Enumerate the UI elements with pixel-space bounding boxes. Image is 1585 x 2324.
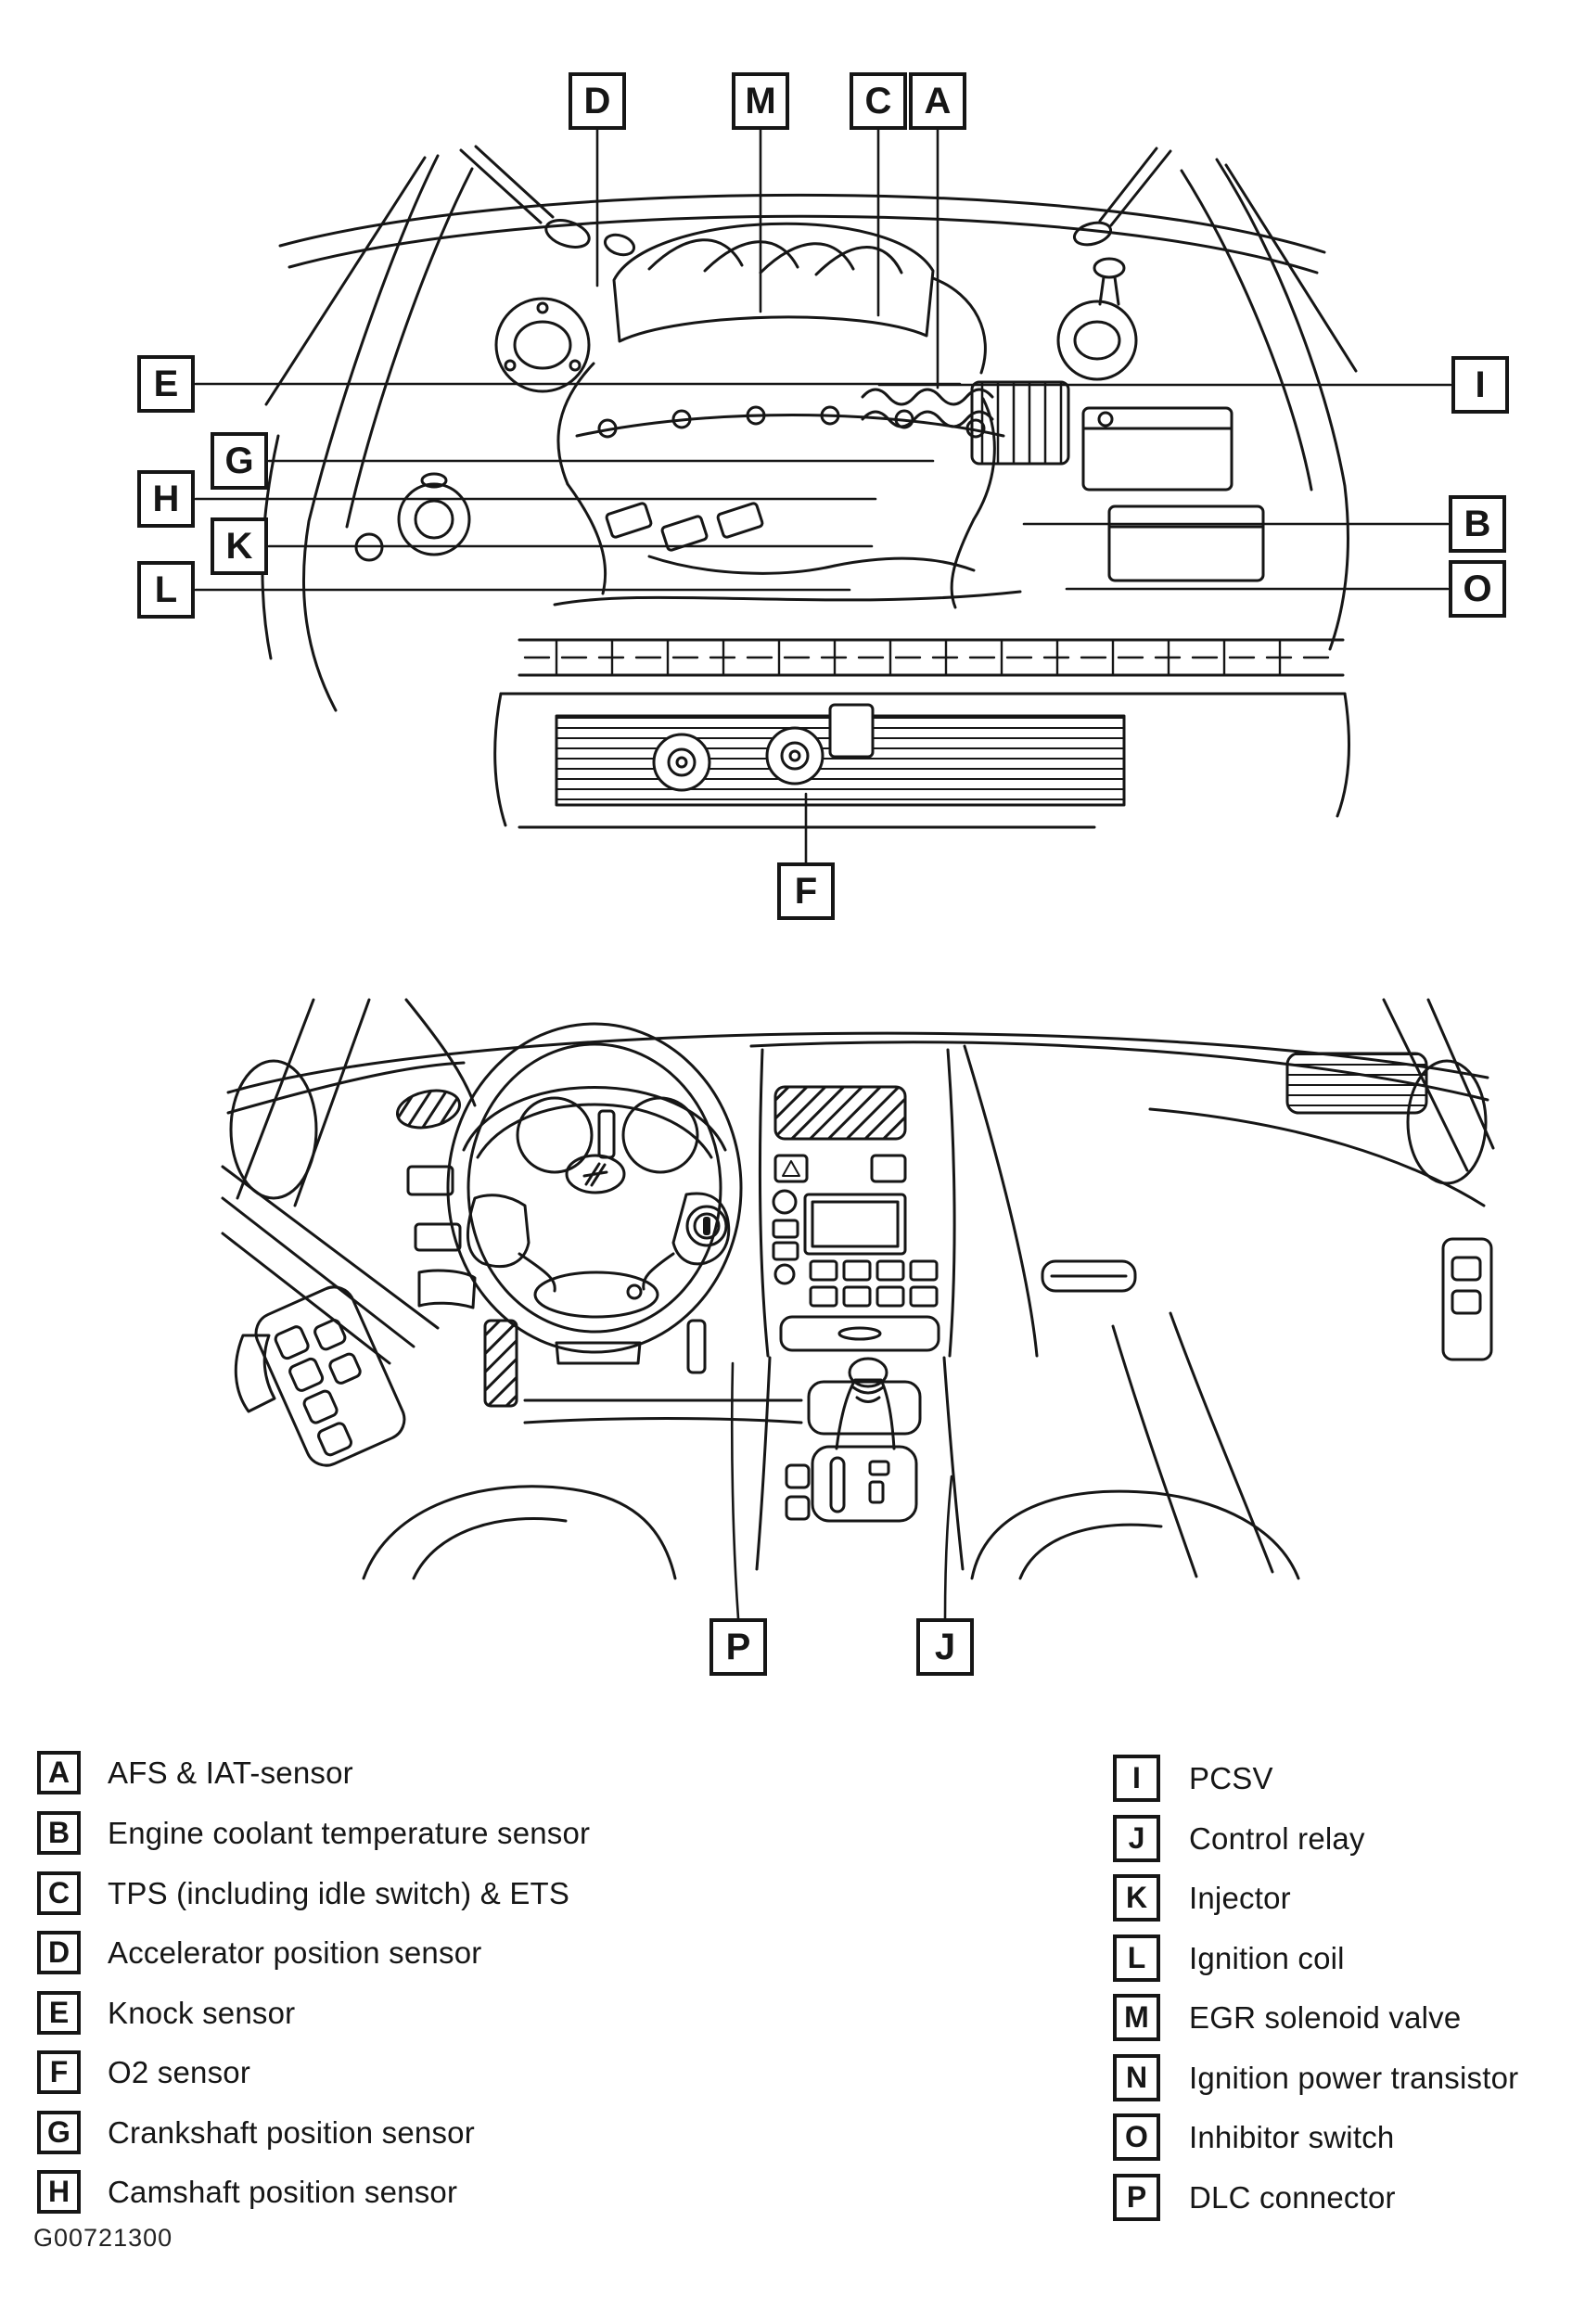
legend-label: Engine coolant temperature sensor	[108, 1815, 591, 1850]
legend-row-h	[37, 2170, 457, 2214]
callout-box-b: B	[1449, 495, 1506, 553]
legend-row-i	[1113, 1755, 1273, 1802]
legend-row-l	[1113, 1935, 1345, 1982]
legend-key-box: D	[37, 1931, 81, 1974]
figure-id: G00721300	[33, 2224, 173, 2252]
legend-key-box: K	[1113, 1874, 1160, 1922]
legend-row-a	[37, 1751, 353, 1794]
legend-key-box: G	[37, 2111, 81, 2154]
callout-box-c: C	[850, 72, 907, 130]
legend-row-c	[37, 1871, 569, 1915]
legend-key-box: H	[37, 2170, 81, 2214]
legend-key-box: F	[37, 2050, 81, 2094]
legend-row-o	[1113, 2113, 1394, 2161]
legend-label: AFS & IAT-sensor	[108, 1755, 353, 1790]
legend-label: Control relay	[1189, 1820, 1365, 1856]
legend-key-box: O	[1113, 2113, 1160, 2161]
legend-row-d	[37, 1931, 481, 1974]
legend-key-box: M	[1113, 1994, 1160, 2041]
legend-key-box: B	[37, 1811, 81, 1855]
legend-label: PCSV	[1189, 1760, 1273, 1795]
callout-box-a: A	[909, 72, 966, 130]
legend-label: Inhibitor switch	[1189, 2119, 1395, 2154]
legend-key-box: P	[1113, 2174, 1160, 2221]
legend-row-b	[37, 1811, 590, 1855]
legend-key-box: C	[37, 1871, 81, 1915]
legend-key-box: I	[1113, 1755, 1160, 1802]
callout-box-f: F	[777, 862, 835, 920]
legend-row-n	[1113, 2054, 1518, 2101]
callout-box-l: L	[137, 561, 195, 619]
legend-label: Crankshaft position sensor	[108, 2114, 475, 2150]
callout-box-j: J	[916, 1618, 974, 1676]
callout-box-h: H	[137, 470, 195, 528]
legend-key-box: J	[1113, 1815, 1160, 1862]
callout-box-k: K	[211, 517, 268, 575]
legend-key-box: E	[37, 1991, 81, 2035]
legend-row-g	[37, 2111, 475, 2154]
legend-label: Knock sensor	[108, 1995, 296, 2030]
legend-label: DLC connector	[1189, 2179, 1396, 2215]
callout-box-o: O	[1449, 560, 1506, 618]
legend-row-p	[1113, 2174, 1396, 2221]
engine-bay-illustration	[262, 147, 1356, 827]
legend-key-box: A	[37, 1751, 81, 1794]
legend-label: Accelerator position sensor	[108, 1935, 482, 1970]
legend-label: TPS (including idle switch) & ETS	[108, 1875, 570, 1910]
callout-box-p: P	[709, 1618, 767, 1676]
legend-row-m	[1113, 1994, 1461, 2041]
callout-box-d: D	[569, 72, 626, 130]
interior-illustration	[223, 1000, 1493, 1578]
legend-label: Injector	[1189, 1880, 1291, 1915]
legend-key-box: L	[1113, 1935, 1160, 1982]
legend-label: O2 sensor	[108, 2054, 251, 2089]
legend-label: Ignition coil	[1189, 1940, 1345, 1975]
callout-box-e: E	[137, 355, 195, 413]
legend-label: Ignition power transistor	[1189, 2060, 1519, 2095]
legend-label: Camshaft position sensor	[108, 2174, 458, 2209]
legend-row-k	[1113, 1874, 1291, 1922]
legend-row-j	[1113, 1815, 1365, 1862]
callout-box-i: I	[1451, 356, 1509, 414]
callout-box-m: M	[732, 72, 789, 130]
legend-label: EGR solenoid valve	[1189, 1999, 1462, 2035]
legend-row-e	[37, 1991, 295, 2035]
legend-row-f	[37, 2050, 250, 2094]
legend-key-box: N	[1113, 2054, 1160, 2101]
callout-box-g: G	[211, 432, 268, 490]
